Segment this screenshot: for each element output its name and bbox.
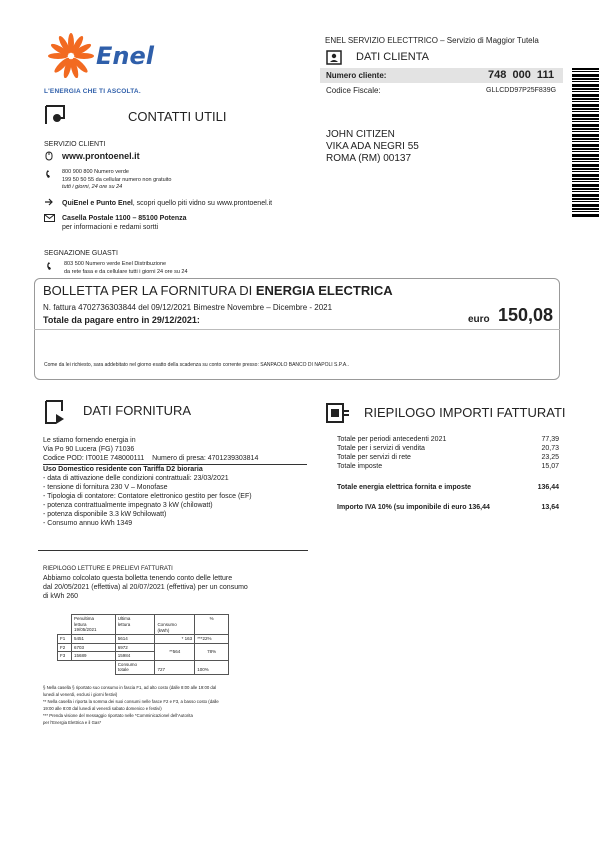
- readings-notes: [43, 684, 219, 726]
- client-number: 748 000 111: [488, 69, 555, 81]
- readings-intro-line: dal 20/05/2021 (effettiva) al 20/07/2021 (effettiva) per un consumo: [43, 584, 248, 591]
- currency-label: euro: [468, 314, 490, 325]
- mail-text: per informacioni e redami sortti: [62, 224, 159, 231]
- enel-logo-icon: [46, 30, 96, 78]
- bill-divider: [34, 329, 560, 330]
- note-line: lunedi al venerdi, esclusi i giorni festivi): [43, 692, 118, 697]
- phone-line: tutti i giorni, 24 ore su 24: [62, 184, 123, 190]
- service-label: SERVIZIO CLIENTI: [44, 141, 106, 148]
- summary-label: Totale per i servizi di vendita: [337, 445, 425, 452]
- summary-row: [337, 462, 559, 471]
- supply-line: Via Po 90 Lucera (FG) 71036: [43, 446, 135, 453]
- summary-label: Totale per periodi antecedenti 2021: [337, 436, 447, 443]
- note-line: *** Prenda visione del messaggio riportato nelle *Comminicazionel dell'Autorita: [43, 713, 193, 718]
- summary-total-value: 136,44: [537, 484, 559, 491]
- debit-note: Come da lei richiesto, sara addebitato nel giorno esatto della scadenza su conto corrente presso: SANPAOLO BANCO DI NAPOLI S.P.A..: [44, 362, 349, 368]
- plug-icon: [326, 402, 350, 424]
- mail-icon: [44, 214, 55, 222]
- fault-info: [64, 261, 188, 276]
- table-row: F2 6703 6972 **564 78%: [58, 643, 229, 652]
- readings-title: RIEPILOGO LETTURE E PRELIEVI FATTURATI: [43, 566, 173, 572]
- summary-vat-row: [337, 503, 559, 512]
- col-last-header: Ultima lettura: [115, 615, 155, 635]
- fiscal-code-label: Codice Fiscale:: [326, 86, 381, 95]
- summary-vat-value: 13,64: [541, 504, 559, 511]
- recipient-address: [326, 129, 419, 165]
- summary-table: [337, 435, 559, 512]
- recipient-city: ROMA (RM) 00137: [326, 153, 412, 164]
- bill-title-text: BOLLETTA PER LA FORNITURA DI: [43, 283, 256, 298]
- supply-detail: - data di attivazione delle condizioni contrattuali: 23/03/2021: [43, 475, 229, 482]
- note-line: per l'Energia Elettrica e il Gas*: [43, 720, 102, 725]
- service-name: ENEL SERVIZIO ELECTTRICO – Servizio di Maggior Tutela: [325, 36, 539, 45]
- phone-line: 199 50 50 55 da cellular numero non gratuito: [62, 176, 172, 183]
- table-row: F3 15689 15984: [58, 652, 229, 661]
- supply-detail: - potenza contrattualmente impegnato 3 kW (chilowatt): [43, 502, 213, 509]
- total-label: Consumo totale: [115, 660, 155, 674]
- table-total-row: Consumo totale 727 100%: [58, 660, 229, 674]
- col-prev-header: Penultima lettura 19/05/2021: [71, 615, 115, 635]
- summary-title: RIEPILOGO IMPORTI FATTURATI: [364, 405, 566, 420]
- fault-label: SEGNAZIONE GUASTI: [44, 250, 118, 257]
- readings-intro-line: Abbiamo colcolato questa bolletta tenendo conto delle letture: [43, 575, 233, 582]
- recipient-street: VIKA ADA NEGRI 55: [326, 141, 419, 152]
- bill-title: [43, 283, 393, 298]
- total-amount: 150,08: [498, 305, 554, 325]
- supply-detail: - tensione di fornitura 230 V – Monofase: [43, 484, 168, 491]
- summary-row: [337, 453, 559, 462]
- website-link[interactable]: www.prontoenel.it: [62, 151, 140, 161]
- total-due-label: Totale da pagare entro in 29/12/2021:: [43, 315, 200, 325]
- readings-intro-line: di kWh 260: [43, 593, 79, 600]
- summary-label: Totale imposte: [337, 463, 383, 470]
- fault-line: 803 500 Numero verde Enel Distribuzione: [64, 261, 167, 267]
- note-line: ** Nella casella i riporta la somma dei suoi consumi nelle fasce F2 e F3, a basso costo (dalle: [43, 699, 219, 704]
- summary-value: 77,39: [541, 436, 559, 443]
- brand-name: Enel: [96, 42, 154, 70]
- supply-info: [43, 436, 307, 528]
- presa-number: Numero di presa: 4701239303814: [152, 455, 259, 462]
- shop-info: [62, 199, 272, 208]
- summary-total-row: [337, 483, 559, 492]
- contacts-title: CONTATTI UTILI: [128, 109, 227, 124]
- meter-readings-table: [57, 614, 229, 675]
- supply-icon: [44, 399, 68, 425]
- client-section-title: DATI CLIENTA: [356, 51, 429, 63]
- fault-line: da rete fasa e da cellulare tutti i giorni 24 ore su 24: [64, 268, 188, 275]
- recipient-name: JOHN CITIZEN: [326, 129, 395, 140]
- mouse-icon: [45, 151, 53, 161]
- col-pct-header: %: [195, 615, 229, 635]
- mail-address: Casella Postale 1100 – 85100 Potenza: [62, 215, 187, 222]
- usage-title: Uso Domestico residente con Tariffa D2 bioraria: [43, 466, 203, 473]
- summary-value: 15,07: [541, 463, 559, 470]
- phone-info: [62, 169, 171, 192]
- fiscal-code: GLLCDD97P25F839G: [486, 87, 557, 94]
- summary-vat-label: Importo IVA 10% (su imponibile di euro 136,44: [337, 504, 490, 511]
- readings-intro: [43, 574, 248, 601]
- supply-title: DATI FORNITURA: [83, 403, 192, 418]
- summary-value: 20,73: [541, 445, 559, 452]
- barcode: [572, 68, 599, 218]
- supply-detail: - Consumo annuo kWh 1349: [43, 520, 133, 527]
- brand-tagline: L'ENERGIA CHE TI ASCOLTA.: [44, 88, 141, 95]
- client-id-icon: [326, 50, 342, 65]
- table-row: F1 5451 5614 * 163 ***22%: [58, 635, 229, 644]
- table-header-row: [58, 615, 229, 635]
- summary-total-label: Totale energia elettrica fornita e imposte: [337, 484, 472, 491]
- shop-text: , scopri quello piti vidno su www.prontoenel.it: [132, 200, 273, 207]
- supply-codes: [43, 454, 307, 463]
- note-line: § Nella casella § riportato suo consumo in fascia F1, ad alto costo (dalle 8:00 alle 19:00 dal: [43, 685, 217, 690]
- fault-phone-icon: [46, 262, 54, 271]
- contacts-icon: [44, 104, 66, 126]
- mail-info: [62, 214, 187, 232]
- summary-row: [337, 444, 559, 453]
- supply-detail: - Tipologia di contatore: Contatore elettronico gestito per fosce (EF): [43, 493, 252, 500]
- col-cons-header: Consumo (kWh): [155, 615, 195, 635]
- note-line: 19:00 alle 8:00 dal lunedi al venerdi sabato domenico e festivi): [43, 706, 162, 711]
- phone-line: 800 900 800 Numero verde: [62, 169, 129, 175]
- invoice-line: N. fattura 4702736303844 del 09/12/2021 Bimestre Novembre – Dicembre - 2021: [43, 303, 333, 312]
- supply-line: Le stiamo fornendo energia in: [43, 437, 136, 444]
- summary-label: Totale per servizi di rete: [337, 454, 411, 461]
- pod-code: Codice POD: IT001E 748000111: [43, 455, 145, 462]
- readings-divider: [38, 550, 308, 551]
- phone-icon: [45, 170, 53, 179]
- hand-icon: [44, 198, 54, 207]
- supply-detail: - potenza disponibile 3.3 kW 9chilowatt): [43, 511, 167, 518]
- client-number-label: Numero cliente:: [326, 71, 387, 80]
- shop-name: QuiEnel e Punto Enel: [62, 200, 133, 207]
- summary-row: [337, 435, 559, 444]
- summary-value: 23,25: [541, 454, 559, 461]
- bill-title-energy: ENERGIA ELECTRICA: [255, 283, 393, 298]
